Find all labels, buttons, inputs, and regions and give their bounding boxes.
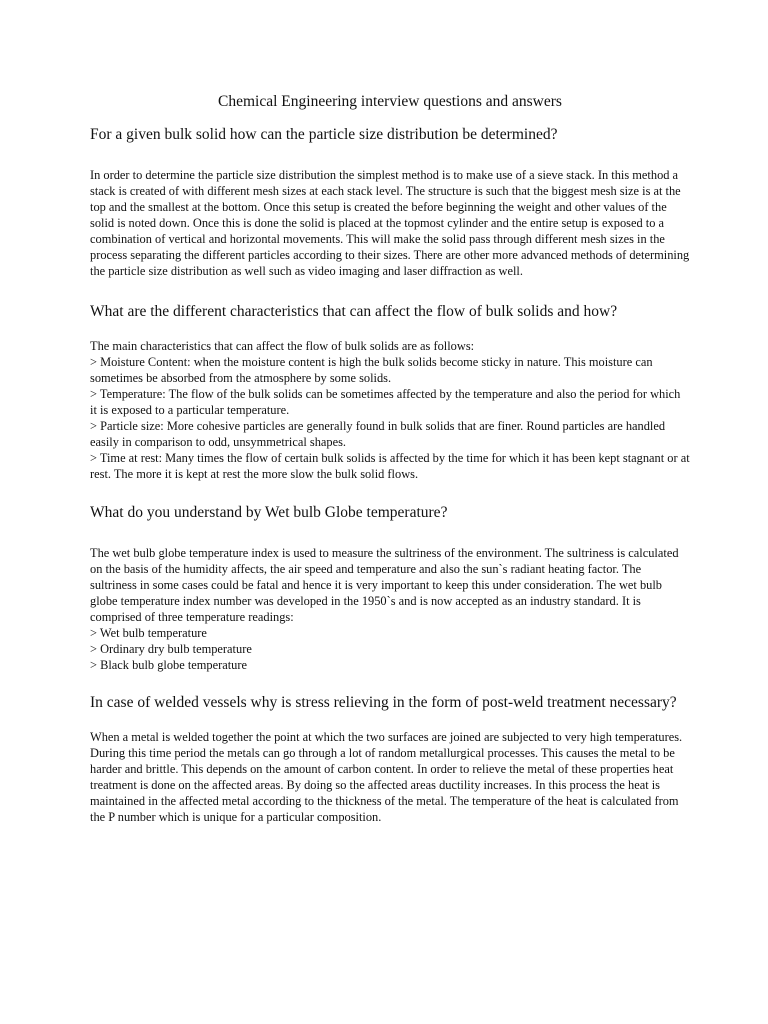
answer-paragraph: In order to determine the particle size distribution the simplest method is to make use of a sieve stack. In this method a stack is created of with different mesh sizes at each stack level. The structure is such that the biggest mesh size is at the top and the smallest at the bottom. Once this setup is created the before beginning the weight and other values of the solid is noted down. Once this is done the solid is placed at the topmost cylinder and the entire setup is exposed to a combination of vertical and horizontal movements. This will make the solid pass through different mesh sizes in the process separating the different particles according to their sizes. There are other more advanced methods of determining the particle size distribution as well such as video imaging and laser diffraction as well. [90, 168, 690, 278]
answer-bullet: > Particle size: More cohesive particles are generally found in bulk solids that are finer. Round particles are handled easily in comparison to odd, unsymmetrical shapes. [90, 419, 666, 449]
answer-bullet: > Black bulb globe temperature [90, 658, 248, 672]
answer-paragraph: When a metal is welded together the point at which the two surfaces are joined are subjected to very high temperatures. During this time period the metals can go through a lot of random metallurgical processes. This causes the metal to be harder and brittle. This depends on the amount of carbon content. In order to relieve the metal of these properties heat treatment is done on the affected areas. By doing so the affected areas ductility increases. In this process the heat is maintained in the affected metal according to the thickness of the metal. The temperature of the heat is calculated from the P number which is unique for a particular composition. [90, 730, 683, 824]
answer-text [90, 545, 690, 673]
document-title: Chemical Engineering interview questions and answers [218, 93, 562, 110]
answer-bullet: > Time at rest: Many times the flow of certain bulk solids is affected by the time for which it has been kept stagnant or at rest. The more it is kept at rest the more slow the bulk solid flows. [90, 451, 690, 481]
answer-paragraph: The wet bulb globe temperature index is used to measure the sultriness of the environment. The sultriness is calculated on the basis of the humidity affects, the air speed and temperature and also the sun`s radiant heating factor. The sultriness in some cases could be fatal and hence it is very important to keep this under consideration. The wet bulb globe temperature index number was developed in the 1950`s and is now accepted as an industry standard. It is comprised of three temperature readings: [90, 546, 679, 624]
question-heading: For a given bulk solid how can the particle size distribution be determined? [90, 126, 558, 143]
answer-bullet: > Ordinary dry bulb temperature [90, 642, 252, 656]
answer-bullet: > Temperature: The flow of the bulk solids can be sometimes affected by the temperature and also the period for which it is exposed to a particular temperature. [90, 387, 681, 417]
question-heading: What do you understand by Wet bulb Globe temperature? [90, 504, 448, 521]
document-page [90, 93, 690, 825]
answer-paragraph: The main characteristics that can affect the flow of bulk solids are as follows: [90, 339, 475, 353]
answer-text [90, 167, 690, 279]
answer-bullet: > Wet bulb temperature [90, 626, 207, 640]
answer-text [90, 338, 690, 482]
answer-bullet: > Moisture Content: when the moisture content is high the bulk solids become sticky in nature. This moisture can sometimes be absorbed from the atmosphere by some solids. [90, 355, 653, 385]
question-heading: What are the different characteristics that can affect the flow of bulk solids and how? [90, 303, 618, 320]
answer-text [90, 729, 690, 825]
question-heading: In case of welded vessels why is stress relieving in the form of post-weld treatment necessary? [90, 694, 677, 711]
